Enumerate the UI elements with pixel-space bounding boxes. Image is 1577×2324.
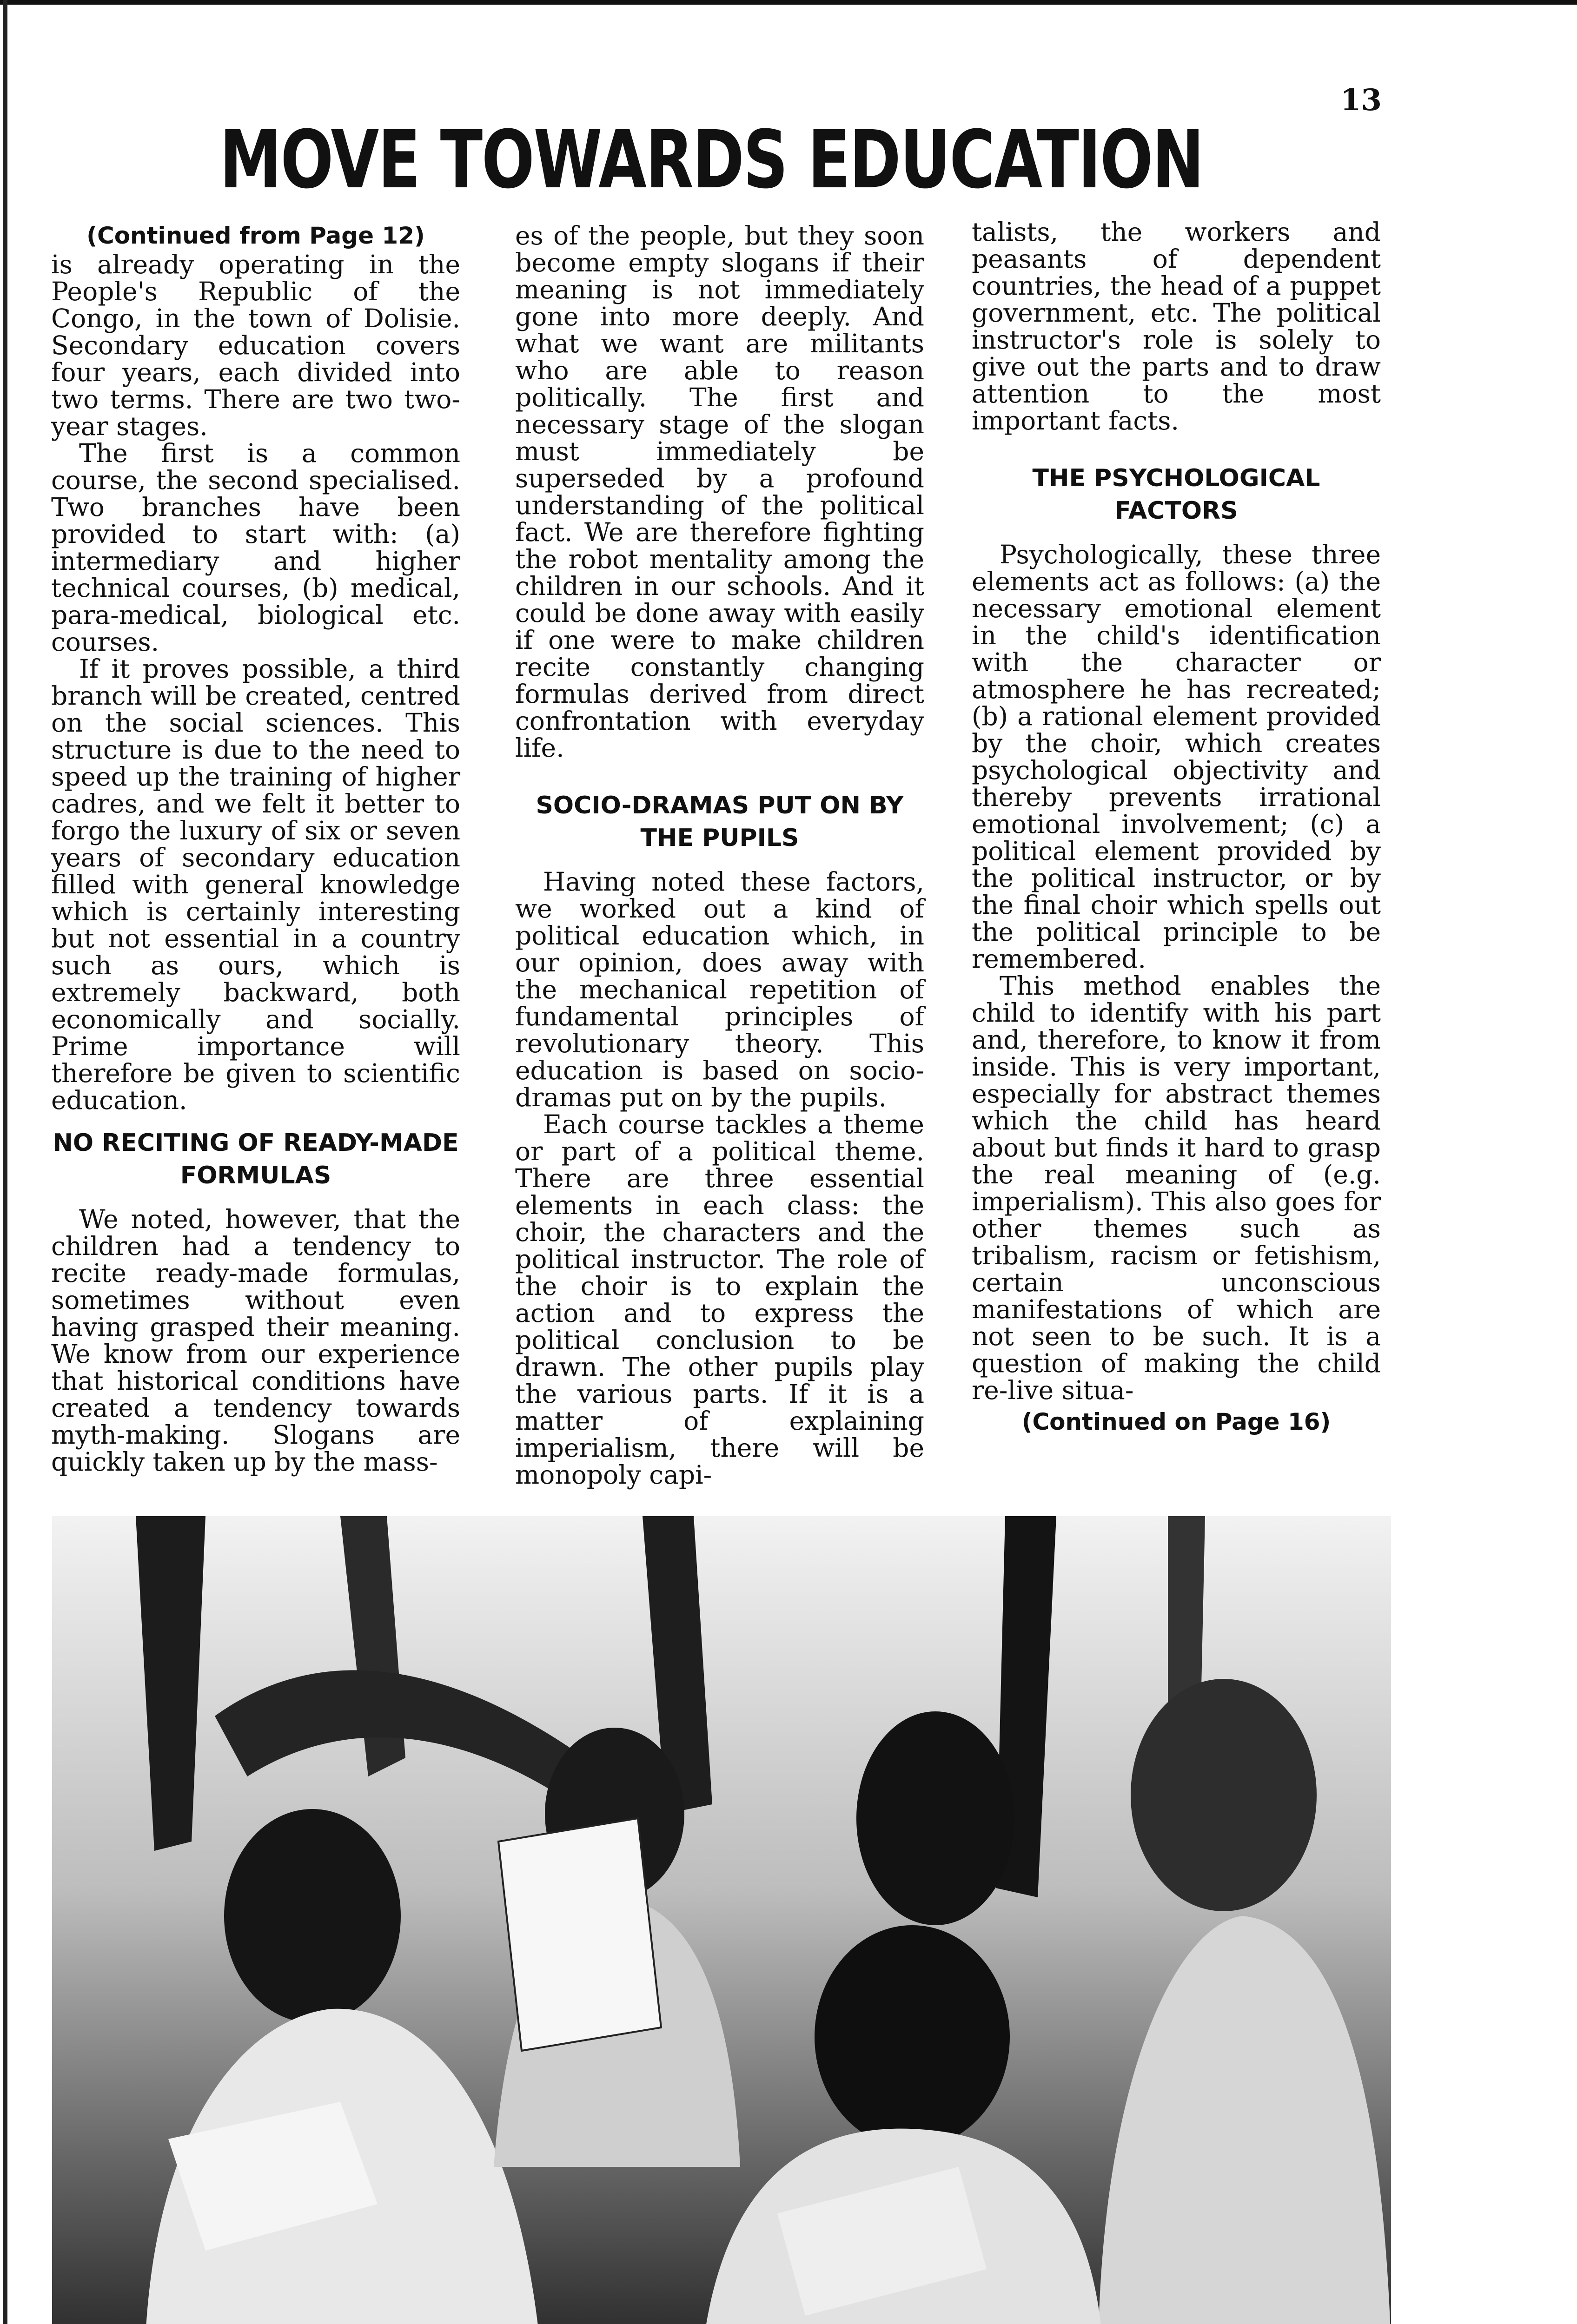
photo-illustration xyxy=(52,1516,1391,2324)
column-1 xyxy=(51,222,460,1475)
continued-from-note: (Continued from Page 12) xyxy=(86,222,425,249)
paragraph: is already operating in the People's Republic of the Congo, in the town of Dolisie. Secondary education covers four years, each divided into two terms. There are two two-year stages. xyxy=(51,250,460,441)
left-border xyxy=(3,0,7,2324)
paragraph: This method enables the child to identify with his part and, therefore, to know it from inside. This is very important, especially for abstract themes which the child has heard about but finds it hard to grasp the real meaning of (e.g. imperialism). This also goes for other themes such as tribalism, racism or fetishism, certain unconscious manifestations of which are not seen to be such. It is a question of making the child re-live situa- xyxy=(972,971,1381,1405)
paragraph: Each course tackles a theme or part of a political theme. There are three essential elements in each class: the choir, the characters and the political instructor. The role of the choir is to explain the action and to express the political conclusion to be drawn. The other pupils play the various parts. If it is a matter of explaining imperialism, there will be monopoly capi- xyxy=(515,1109,924,1490)
subheading: THE PSYCHOLOGICAL FACTORS xyxy=(1032,464,1320,525)
paragraph: Having noted these factors, we worked out a kind of political education which, in our opinion, does away with the mechanical repetition of fundamental principles of revolutionary theory. This education is based on socio-dramas put on by the pupils. xyxy=(515,867,924,1112)
continued-on-note: (Continued on Page 16) xyxy=(1021,1408,1331,1435)
paragraph: Psychologically, these three elements act as follows: (a) the necessary emotional element in the child's identification with the character or atmosphere he has recreated; (b) a rational element provided by the choir, which creates psychological objectivity and thereby prevents irrational emotional involvement; (c) a political element provided by the political instructor, or by the final choir which spells out the political principle to be remembered. xyxy=(972,540,1381,974)
column-2 xyxy=(515,222,924,1488)
paragraph: talists, the workers and peasants of dependent countries, the head of a puppet government, etc. The political instructor's role is solely to give out the parts and to draw attention to the most important facts. xyxy=(972,217,1381,436)
paragraph: The first is a common course, the second specialised. Two branches have been provided to start with: (a) intermediary and higher technical courses, (b) medical, para-medical, biological etc. courses. xyxy=(51,438,460,657)
page-number: 13 xyxy=(1340,83,1382,118)
paragraph: We noted, however, that the children had a tendency to recite ready-made formulas, sometimes without even having grasped their meaning. We know from our experience that historical conditions have created a tendency towards myth-making. Slogans are quickly taken up by the mass- xyxy=(51,1204,460,1477)
paragraph: If it proves possible, a third branch will be created, centred on the social sciences. This structure is due to the need to speed up the training of higher cadres, and we felt it better to forgo the luxury of six or seven years of secondary education filled with general knowledge which is certainly interesting but not essential in a country such as ours, which is extremely backward, both economically and socially. Prime importance will therefore be given to scientific education. xyxy=(51,654,460,1115)
subheading: NO RECITING OF READY-MADE FORMULAS xyxy=(53,1129,459,1189)
top-border xyxy=(0,0,1577,5)
paragraph: es of the people, but they soon become empty slogans if their meaning is not immediately gone into more deeply. And what we want are militants who are able to reason politically. The first and necessary stage of the slogan must immediately be superseded by a profound understanding of the political fact. We are therefore fighting the robot mentality among the children in our schools. And it could be done away with easily if one were to make children recite constantly changing formulas derived from direct confrontation with everyday life. xyxy=(515,221,924,763)
subheading: SOCIO-DRAMAS PUT ON BY THE PUPILS xyxy=(536,792,904,852)
column-3 xyxy=(972,218,1381,1437)
photo-children-reading xyxy=(52,1516,1391,2324)
article-headline: MOVE TOWARDS EDUCATION xyxy=(219,113,1203,206)
